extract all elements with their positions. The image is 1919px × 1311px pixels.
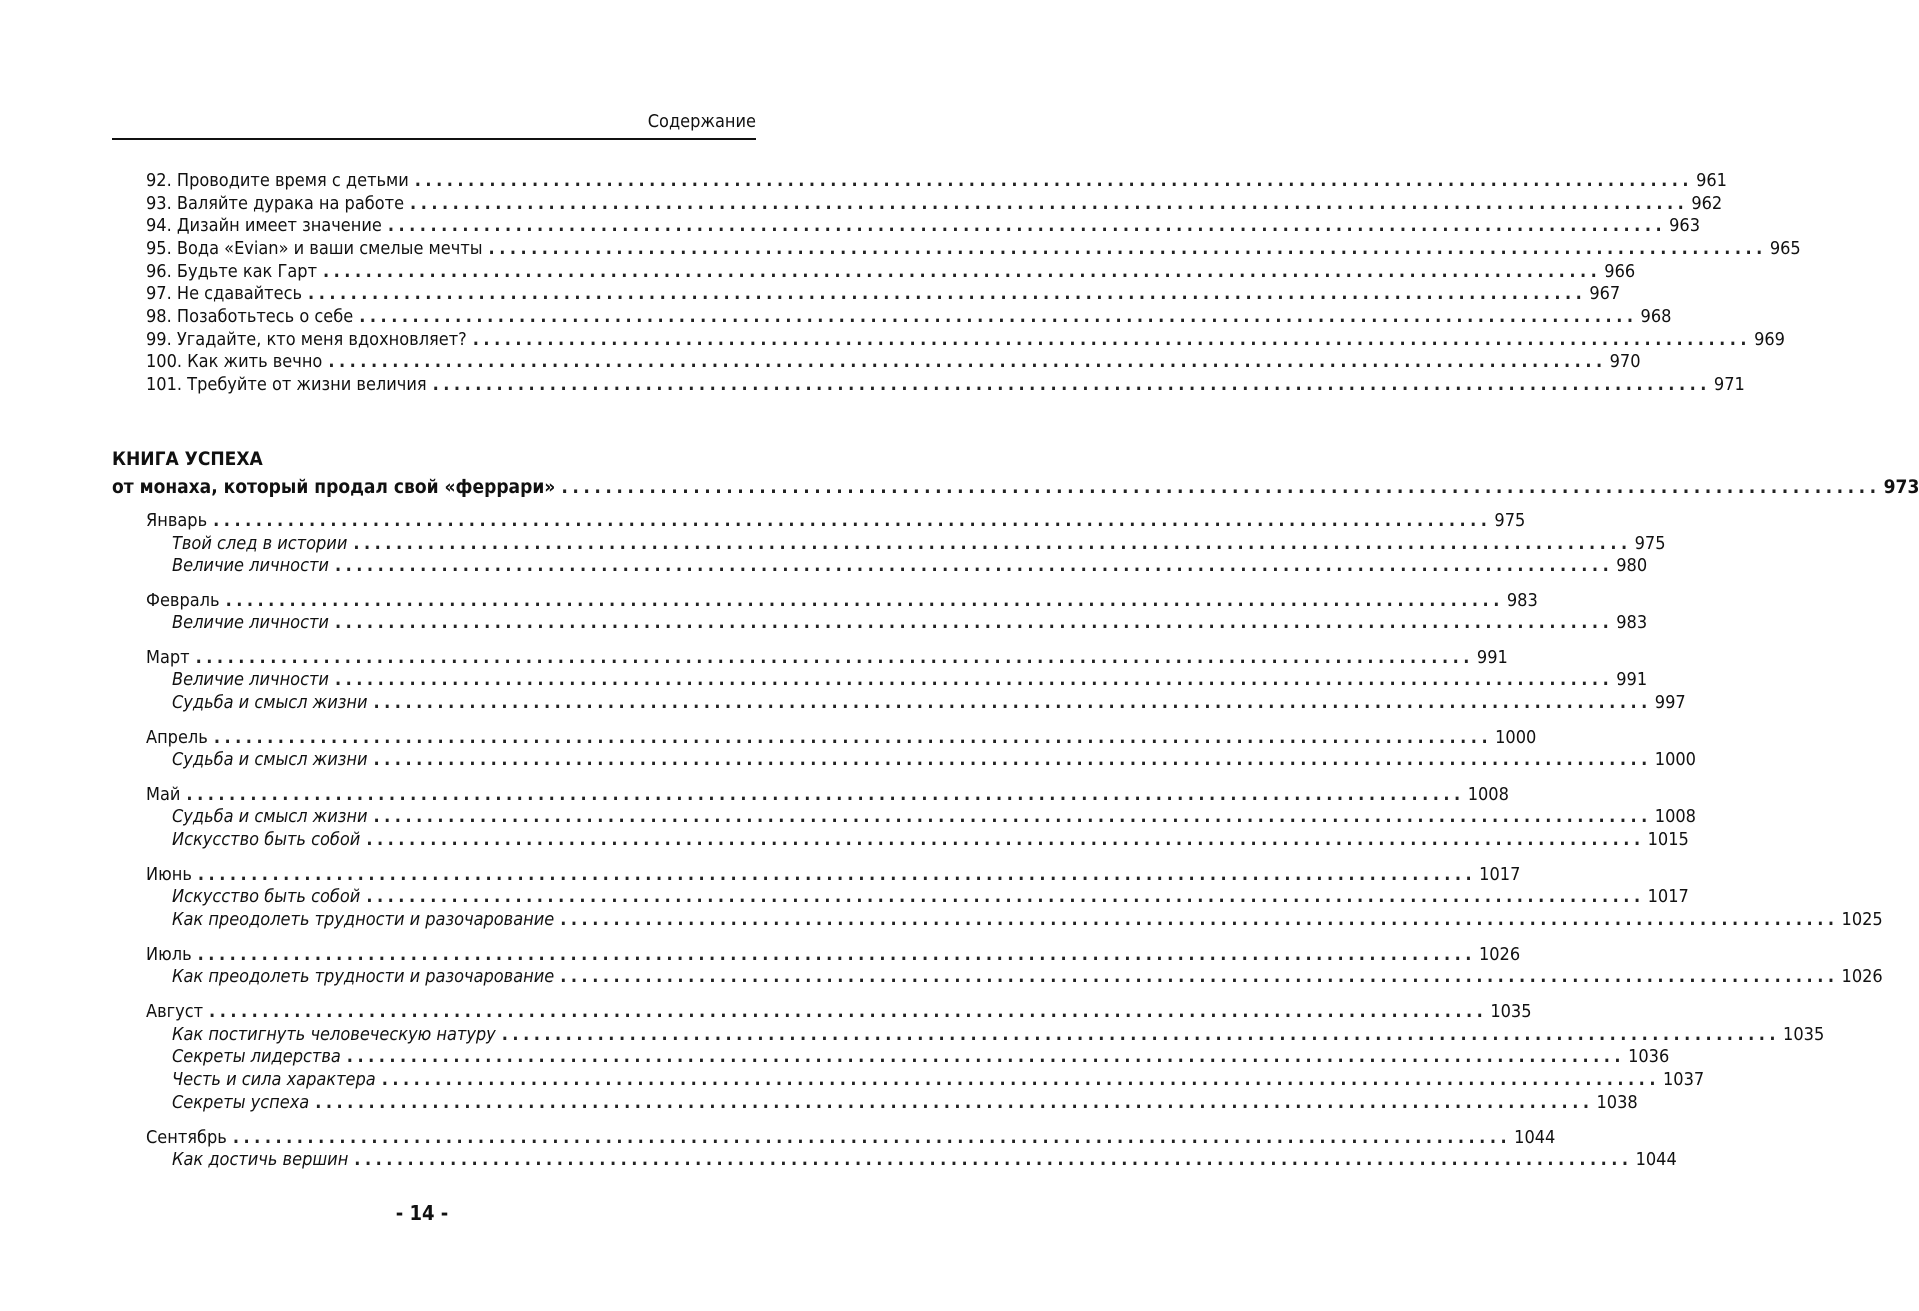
toc-entry [146, 261, 1636, 283]
entry-page: 1035 [1490, 1001, 1532, 1022]
dot-leader: ........................................................................................................................ [353, 533, 1632, 554]
dot-leader: ........................................................................................................................ [387, 215, 1667, 236]
dot-leader: ........................................................................................................................ [195, 647, 1474, 668]
dot-leader: ........................................................................................................................ [381, 1069, 1660, 1090]
month-name: Февраль [146, 590, 220, 611]
entry-page: 1044 [1635, 1149, 1677, 1170]
entry-page: 1017 [1479, 864, 1521, 885]
entry-page: 1017 [1647, 886, 1689, 907]
header-title: Содержание [647, 111, 756, 132]
toc-entry [146, 215, 1701, 237]
month-name: Апрель [146, 727, 208, 748]
toc-entry [146, 283, 1621, 305]
entry-page: 963 [1669, 215, 1701, 236]
topic-entry [172, 669, 1648, 691]
month-entry [146, 510, 1526, 532]
dot-leader: ........................................................................................................................ [232, 1127, 1512, 1148]
topic-title: Величие личности [172, 555, 329, 576]
month-name: Май [146, 784, 181, 805]
entry-page: 967 [1589, 283, 1621, 304]
month-name: Сентябрь [146, 1127, 227, 1148]
dot-leader: ........................................................................................................................ [501, 1024, 1781, 1045]
toc-entry [146, 238, 1801, 260]
dot-leader: ........................................................................................................................ [186, 784, 1465, 805]
entry-page: 975 [1494, 510, 1526, 531]
dot-leader: ........................................................................................................................ [488, 238, 1767, 259]
topic-entry [172, 909, 1883, 931]
month-name: Март [146, 647, 190, 668]
month-name: Август [146, 1001, 204, 1022]
entry-page: 1000 [1654, 749, 1696, 770]
entry-title: 93. Валяйте дурака на работе [146, 193, 405, 214]
entry-page: 991 [1476, 647, 1508, 668]
dot-leader: ........................................................................................................................ [209, 1001, 1488, 1022]
month-entry [146, 944, 1521, 966]
entry-page: 1035 [1783, 1024, 1825, 1045]
topic-entry [172, 1069, 1705, 1091]
topic-title: Судьба и смысл жизни [172, 806, 368, 827]
section-subtitle: от монаха, который продал свой «феррари» [112, 476, 556, 498]
header-rule [112, 138, 756, 140]
section-title: КНИГА УСПЕХА [112, 448, 263, 470]
entry-page: 1044 [1514, 1127, 1556, 1148]
month-name: Июль [146, 944, 192, 965]
dot-leader: ........................................................................................................................ [414, 170, 1694, 191]
entry-title: 100. Как жить вечно [146, 351, 323, 372]
entry-title: 94. Дизайн имеет значение [146, 215, 382, 236]
entry-page: 965 [1769, 238, 1801, 259]
dot-leader: ........................................................................................................................ [560, 966, 1839, 987]
topic-title: Секреты лидерства [172, 1046, 341, 1067]
month-entry [146, 1127, 1556, 1149]
dot-leader: ........................................................................................................................ [197, 944, 1476, 965]
topic-entry [172, 1024, 1825, 1046]
section-subtitle-entry [112, 476, 1919, 498]
month-name: Январь [146, 510, 208, 531]
topic-title: Судьба и смысл жизни [172, 749, 368, 770]
entry-page: 1000 [1495, 727, 1537, 748]
month-entry [146, 727, 1537, 749]
month-entry [146, 590, 1538, 612]
dot-leader: ........................................................................................................................ [472, 329, 1752, 350]
entry-page: 1026 [1841, 966, 1883, 987]
topic-entry [172, 829, 1689, 851]
entry-page: 973 [1883, 476, 1919, 498]
dot-leader: ........................................................................................................................ [346, 1046, 1626, 1067]
topic-entry [172, 692, 1686, 714]
dot-leader: ........................................................................................................................ [225, 590, 1504, 611]
toc-entry [146, 193, 1723, 215]
month-entry [146, 647, 1508, 669]
dot-leader: ........................................................................................................................ [561, 476, 1881, 498]
entry-page: 966 [1604, 261, 1636, 282]
entry-title: 96. Будьте как Гарт [146, 261, 317, 282]
entry-page: 968 [1640, 306, 1672, 327]
toc-entry [146, 351, 1641, 373]
dot-leader: ........................................................................................................................ [308, 283, 1587, 304]
entry-title: 97. Не сдавайтесь [146, 283, 303, 304]
entry-page: 975 [1634, 533, 1666, 554]
topic-title: Секреты успеха [172, 1092, 310, 1113]
dot-leader: ........................................................................................................................ [354, 1149, 1633, 1170]
dot-leader: ........................................................................................................................ [334, 612, 1614, 633]
topic-entry [172, 1046, 1670, 1068]
dot-leader: ........................................................................................................................ [373, 692, 1652, 713]
topic-title: Судьба и смысл жизни [172, 692, 368, 713]
dot-leader: ........................................................................................................................ [366, 829, 1645, 850]
entry-page: 1038 [1596, 1092, 1638, 1113]
entry-title: 92. Проводите время с детьми [146, 170, 409, 191]
entry-page: 962 [1691, 193, 1723, 214]
dot-leader: ........................................................................................................................ [323, 261, 1602, 282]
dot-leader: ........................................................................................................................ [410, 193, 1689, 214]
month-entry [146, 784, 1509, 806]
entry-page: 1026 [1478, 944, 1521, 965]
topic-title: Честь и сила характера [172, 1069, 376, 1090]
dot-leader: ........................................................................................................................ [373, 806, 1652, 827]
entry-page: 983 [1616, 612, 1648, 633]
topic-entry [172, 555, 1648, 577]
topic-entry [172, 1092, 1638, 1114]
entry-page: 969 [1754, 329, 1785, 350]
entry-page: 1036 [1628, 1046, 1670, 1067]
entry-page: 1008 [1467, 784, 1509, 805]
dot-leader: ........................................................................................................................ [560, 909, 1839, 930]
topic-entry [172, 966, 1883, 988]
topic-title: Твой след в истории [172, 533, 348, 554]
topic-title: Как постигнуть человеческую натуру [172, 1024, 496, 1045]
entry-page: 1008 [1654, 806, 1696, 827]
dot-leader: ........................................................................................................................ [432, 374, 1711, 395]
topic-title: Величие личности [172, 669, 329, 690]
topic-entry [172, 886, 1689, 908]
entry-page: 983 [1506, 590, 1538, 611]
topic-entry [172, 533, 1666, 555]
entry-title: 95. Вода «Evian» и ваши смелые мечты [146, 238, 483, 259]
entry-page: 991 [1616, 669, 1648, 690]
topic-title: Величие личности [172, 612, 329, 633]
entry-page: 1015 [1647, 829, 1689, 850]
entry-page: 970 [1609, 351, 1641, 372]
topic-title: Как преодолеть трудности и разочарование [172, 966, 555, 987]
month-entry [146, 1001, 1532, 1023]
toc-entry [146, 170, 1727, 192]
entry-title: 98. Позаботьтесь о себе [146, 306, 354, 327]
dot-leader: ........................................................................................................................ [334, 669, 1614, 690]
entry-page: 1025 [1841, 909, 1883, 930]
entry-page: 997 [1654, 692, 1686, 713]
dot-leader: ........................................................................................................................ [213, 510, 1492, 531]
dot-leader: ........................................................................................................................ [213, 727, 1493, 748]
entry-page: 961 [1696, 170, 1727, 191]
entry-title: 99. Угадайте, кто меня вдохновляет? [146, 329, 467, 350]
toc-entry [146, 306, 1672, 328]
month-name: Июнь [146, 864, 192, 885]
entry-page: 971 [1713, 374, 1745, 395]
dot-leader: ........................................................................................................................ [359, 306, 1638, 327]
dot-leader: ........................................................................................................................ [315, 1092, 1594, 1113]
toc-entry [146, 329, 1785, 351]
topic-entry [172, 749, 1696, 771]
topic-entry [172, 806, 1696, 828]
entry-page: 980 [1616, 555, 1648, 576]
topic-title: Искусство быть собой [172, 886, 361, 907]
dot-leader: ........................................................................................................................ [373, 749, 1652, 770]
dot-leader: ........................................................................................................................ [334, 555, 1614, 576]
topic-title: Как достичь вершин [172, 1149, 349, 1170]
topic-entry [172, 612, 1648, 634]
dot-leader: ........................................................................................................................ [197, 864, 1477, 885]
topic-title: Искусство быть собой [172, 829, 361, 850]
topic-entry [172, 1149, 1677, 1171]
entry-title: 101. Требуйте от жизни величия [146, 374, 427, 395]
dot-leader: ........................................................................................................................ [366, 886, 1645, 907]
dot-leader: ........................................................................................................................ [328, 351, 1607, 372]
month-entry [146, 864, 1521, 886]
page-number: - 14 - [395, 1201, 449, 1225]
toc-entry [146, 374, 1745, 396]
topic-title: Как преодолеть трудности и разочарование [172, 909, 555, 930]
entry-page: 1037 [1662, 1069, 1705, 1090]
